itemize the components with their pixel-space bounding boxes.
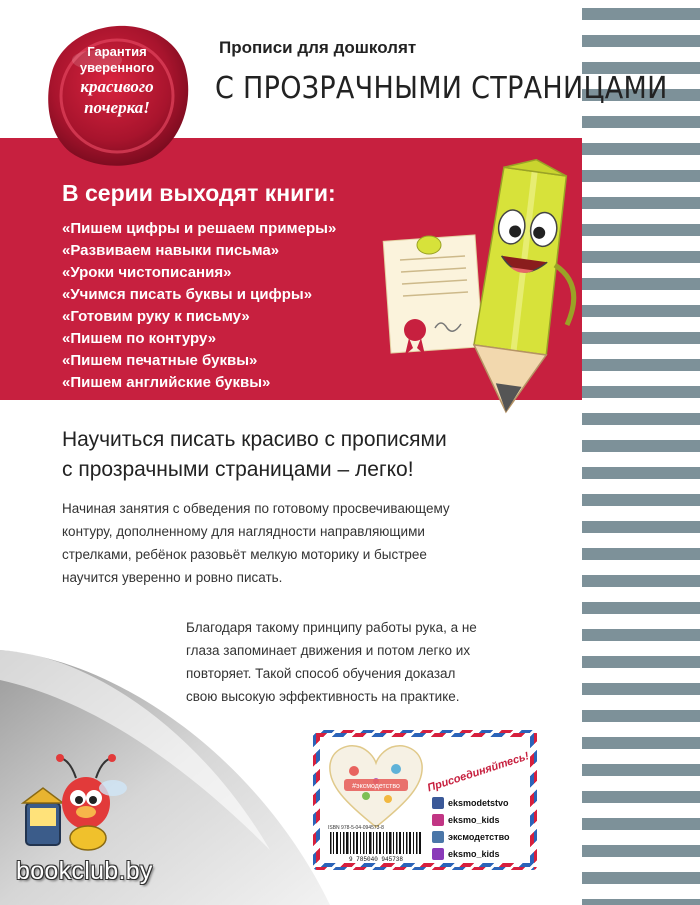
social-label: eksmo_kids (448, 814, 500, 825)
stripe (582, 467, 700, 479)
stripe (582, 845, 700, 857)
vk-icon (432, 831, 444, 843)
social-label: eksmodetstvo (448, 797, 509, 808)
paragraph-line: Начиная занятия с обведения по готовому просвечивающему (62, 501, 450, 516)
stripe (582, 764, 700, 776)
description-paragraph-2 (186, 616, 546, 708)
stripe (582, 791, 700, 803)
stripe (582, 332, 700, 344)
paragraph-line: научится уверенно и ровно писать. (62, 570, 283, 585)
social-link-instagram-2[interactable] (432, 846, 500, 861)
social-label: eksmo_kids (448, 848, 500, 859)
stripe (582, 737, 700, 749)
stripe (582, 8, 700, 20)
stripe (582, 35, 700, 47)
stripe (582, 575, 700, 587)
stripe (582, 116, 700, 128)
stripe (582, 710, 700, 722)
description-paragraph-1 (62, 497, 552, 589)
stripe (582, 629, 700, 641)
stripe (582, 170, 700, 182)
stripe (582, 197, 700, 209)
social-link-instagram[interactable] (432, 812, 500, 827)
stripe (582, 143, 700, 155)
book-item: «Пишем печатные буквы» (62, 352, 258, 369)
instagram-icon (432, 814, 444, 826)
isbn-label: ISBN 978-5-04-094573-8 (328, 825, 384, 831)
social-link-vk[interactable] (432, 829, 510, 844)
paragraph-line: контуру, дополненному для наглядности направляющими (62, 524, 425, 539)
seal-line-4: почерка! (84, 98, 150, 117)
social-card-inner (320, 737, 530, 863)
stripe (582, 386, 700, 398)
book-item: «Готовим руку к письму» (62, 308, 250, 325)
bee-mascot-icon (18, 748, 128, 860)
stripe (582, 413, 700, 425)
stripe (582, 899, 700, 905)
heart-icon (326, 741, 426, 833)
series-subtitle: Прописи для дошколят (219, 38, 417, 57)
stripe (582, 440, 700, 452)
stripe (582, 818, 700, 830)
join-label: Присоединяйтесь! (426, 750, 531, 795)
heart-label: #эксмодетство (352, 783, 400, 790)
book-item: «Уроки чистописания» (62, 264, 232, 281)
stripe (582, 548, 700, 560)
stripe (582, 359, 700, 371)
stripe (582, 872, 700, 884)
seal-line-1: Гарантия (87, 44, 147, 59)
pencil-mascot-icon (375, 150, 585, 425)
paragraph-line: повторяет. Такой способ обучения доказал (186, 666, 456, 681)
stripe (582, 602, 700, 614)
seal-line-3: красивого (80, 77, 154, 96)
book-item: «Пишем по контуру» (62, 330, 217, 347)
paragraph-line: стрелками, ребёнок разовьёт мелкую моторику и быстрее (62, 547, 427, 562)
stripe (582, 278, 700, 290)
book-item: «Учимся писать буквы и цифры» (62, 286, 313, 303)
book-list (62, 218, 336, 394)
stripe (582, 251, 700, 263)
tagline (62, 425, 582, 485)
barcode-digits: 9 785040 945738 (348, 856, 404, 862)
stripe (582, 224, 700, 236)
seal-text (42, 44, 192, 118)
social-link-facebook[interactable] (432, 795, 509, 810)
paragraph-line: свою высокую эффективность на практике. (186, 689, 460, 704)
series-heading: В серии выходят книги: (62, 180, 336, 206)
stripe (582, 521, 700, 533)
book-item: «Пишем цифры и решаем примеры» (62, 220, 337, 237)
striped-edge (582, 0, 700, 905)
stripe (582, 656, 700, 668)
tagline-line: с прозрачными страницами – легко! (62, 458, 414, 481)
stripe (582, 683, 700, 695)
book-item: «Развиваем навыки письма» (62, 242, 280, 259)
tagline-line: Научиться писать красиво с прописями (62, 428, 447, 451)
instagram-icon (432, 848, 444, 860)
seal-line-2: уверенного (79, 60, 155, 75)
watermark-text: bookclub.by (16, 857, 153, 885)
barcode-icon (328, 832, 424, 862)
stripe (582, 305, 700, 317)
stripe (582, 494, 700, 506)
facebook-icon (432, 797, 444, 809)
paragraph-line: Благодаря такому принципу работы рука, а не (186, 620, 477, 635)
series-title: С ПРОЗРАЧНЫМИ СТРАНИЦАМИ (215, 71, 668, 106)
social-card (313, 730, 537, 870)
paragraph-line: глаза запоминает движения и потом легко их (186, 643, 471, 658)
book-item: «Пишем английские буквы» (62, 374, 271, 391)
social-label: эксмодетство (448, 831, 510, 842)
